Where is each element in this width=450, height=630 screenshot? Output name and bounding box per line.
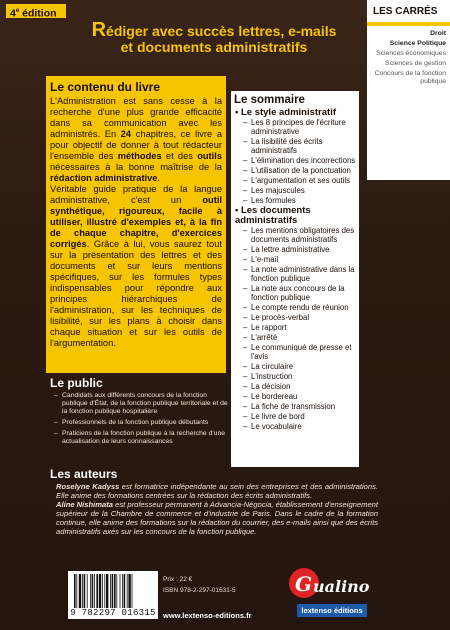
barcode-number: 9 782297 016315 [70,608,156,618]
public-item: – Professionnels de la fonction publique débutants [54,419,232,427]
sommaire-item: – La fiche de transmission [243,402,359,411]
collection-item: Science Politique [389,40,446,47]
sommaire-item: – Les formules [243,196,359,205]
sommaire-item: – La lettre administrative [243,245,359,254]
public-list [54,392,232,449]
price: Prix : 22 € [163,576,193,583]
sommaire-heading: Le sommaire [234,94,305,106]
barcode [68,571,158,619]
author-bio: Aline Nishimata est professeur permanent à Advancia-Négocia, établissement d'enseignement supérieur de la Chambre de commerce et d'industrie de Paris. Dans le cadre de la formation continue, elle anime des formations sur la rédaction du courrier, des e-mails ainsi que des écrits administratifs axés sur les concours de la fonction publique. [56,500,379,536]
sommaire-item: – L'élimination des incorrections [243,156,359,165]
website-link[interactable]: www.lextenso-editions.fr [163,611,252,620]
collection-item: Concours de la fonction publique [374,70,446,85]
sommaire-item: – Le vocabulaire [243,422,359,431]
sommaire-part2-items [243,226,359,431]
public-item: – Candidats aux différents concours de la fonction publique d'État, de la fonction publique territoriale et de la fonction publique hospitalière [54,392,232,416]
sommaire-item: – La note administrative dans la fonction publique [243,265,359,283]
sommaire-item: – Le procès-verbal [243,313,359,322]
sidebar-stripe [367,22,450,26]
sommaire-part: • Les documents administratifs [235,206,359,226]
collection-sidebar [367,0,450,180]
sommaire-item: – La lisibilité des écrits administratifs [243,137,359,155]
book-title: Rédiger avec succès lettres, e-mails et documents administratifs [91,19,337,55]
collection-item: Sciences de gestion [385,60,446,67]
sommaire-item: – L'utilisation de la ponctuation [243,166,359,175]
public-heading: Le public [50,376,103,390]
sommaire-item: – Le rapport [243,323,359,332]
collection-item: Droit [430,30,446,37]
sommaire-part1-items [243,118,359,205]
sommaire-item: – Les mentions obligatoires des documents administratifs [243,226,359,244]
contenu-text: L'Administration est sans cesse à la recherche d'une plus grande efficacité dans sa communication avec les administrés. En 24 chapitres, ce livre a pour objectif de donner à tout rédacteur l'ensemble des méthodes et des outils nécessaires à la bonne maîtrise de la rédaction administrative. Véritable guide pratique de la langue administrative, c'est un outil synthétique, rigoureux, facile à utiliser, illustré d'exemples et, à la fin de chaque chapitre, d'exercices corrigés. Grâce à lui, vous saurez tout sur la présentation des lettres et des documents et sur leurs mentions spécifiques, sur les formules types indispensables pour répondre aux principes hiérarchiques de l'administration, sur les techniques de lisibilité, sur les plans à choisir dans chaque situation et sur les outils de l'argumentation. [50,96,222,348]
sommaire-item: – Le bordereau [243,392,359,401]
logo-initial: G [295,572,313,596]
price-info [163,576,236,598]
auteurs-heading: Les auteurs [50,467,118,481]
public-item: – Praticiens de la fonction publique à la recherche d'une actualisation de leurs connaissances [54,430,232,446]
sommaire-item: – L'e-mail [243,255,359,264]
edition-badge: 4e édition [6,4,66,18]
sommaire-item: – La circulaire [243,362,359,371]
sommaire-item: – L'arrêté [243,333,359,342]
sommaire-item: – Le livre de bord [243,412,359,421]
sommaire-item: – La note aux concours de la fonction publique [243,284,359,302]
barcode-bars [74,574,152,608]
sommaire-item: – L'instruction [243,372,359,381]
author-bio: Roselyne Kadyss est formatrice indépendante au sein des entreprises et des administrations. Elle anime des formations centrées sur la rédaction des écrits administratifs. [56,482,378,500]
auteurs-text [56,482,378,536]
sommaire-item: – Les majuscules [243,186,359,195]
sommaire-part: • Le style administratif [235,108,359,118]
logo-name: ualino [313,577,370,596]
sommaire-item: – La décision [243,382,359,391]
collection-item: Sciences économiques [376,50,446,57]
contenu-heading: Le contenu du livre [50,80,161,94]
isbn: ISBN 978-2-297-01631-5 [163,587,236,594]
contenu-box [46,76,226,373]
publisher-name: lextenso éditions [297,604,367,617]
sommaire-item: – Le compte rendu de réunion [243,303,359,312]
publisher-logo [289,568,374,618]
collection-name: LES CARRÉS [373,6,438,17]
sommaire-item: – Les 8 principes de l'écriture administrative [243,118,359,136]
sommaire-item: – L'argumentation et ses outils [243,176,359,185]
sommaire-box [231,91,359,467]
collection-list [372,30,446,88]
sommaire-item: – Le communiqué de presse et l'avis [243,343,359,361]
